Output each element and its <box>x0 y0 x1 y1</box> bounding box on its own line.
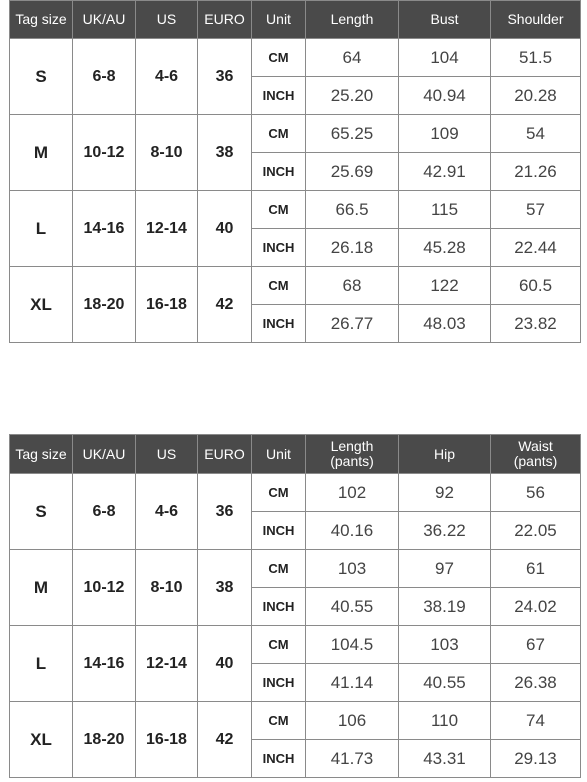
header-us: US <box>136 435 198 474</box>
waist-cell: 29.13 <box>491 740 581 778</box>
us-cell: 8-10 <box>136 550 198 626</box>
length-cell: 66.5 <box>306 191 399 229</box>
header-waist-sub: (pants) <box>513 453 558 469</box>
unit-cm-cell: CM <box>252 267 306 305</box>
us-cell: 4-6 <box>136 474 198 550</box>
table-row <box>10 267 581 305</box>
hip-cell: 92 <box>399 474 491 512</box>
tag-size-cell: XL <box>10 267 73 343</box>
table-row <box>10 191 581 229</box>
unit-inch-cell: INCH <box>252 588 306 626</box>
unit-cm-cell: CM <box>252 702 306 740</box>
tag-size-cell: M <box>10 550 73 626</box>
table-row <box>10 39 581 77</box>
waist-cell: 74 <box>491 702 581 740</box>
euro-cell: 36 <box>198 39 252 115</box>
length-cell: 26.77 <box>306 305 399 343</box>
length-cell: 68 <box>306 267 399 305</box>
shoulder-cell: 20.28 <box>491 77 581 115</box>
tag-size-cell: M <box>10 115 73 191</box>
tag-size-cell: S <box>10 39 73 115</box>
unit-inch-cell: INCH <box>252 229 306 267</box>
bust-cell: 45.28 <box>399 229 491 267</box>
us-cell: 16-18 <box>136 702 198 778</box>
hip-cell: 43.31 <box>399 740 491 778</box>
ukau-cell: 14-16 <box>73 191 136 267</box>
header-waist-pants <box>491 435 581 474</box>
unit-cm-cell: CM <box>252 115 306 153</box>
header-row <box>10 1 581 39</box>
tag-size-cell: L <box>10 191 73 267</box>
unit-inch-cell: INCH <box>252 77 306 115</box>
shoulder-cell: 23.82 <box>491 305 581 343</box>
tag-size-cell: S <box>10 474 73 550</box>
bust-cell: 104 <box>399 39 491 77</box>
size-chart-bottom <box>9 434 581 778</box>
header-shoulder: Shoulder <box>491 1 581 39</box>
unit-inch-cell: INCH <box>252 664 306 702</box>
header-euro: EURO <box>198 1 252 39</box>
bust-cell: 42.91 <box>399 153 491 191</box>
table-row <box>10 115 581 153</box>
header-tag-size: Tag size <box>10 1 73 39</box>
size-chart-top <box>9 0 581 343</box>
shoulder-cell: 57 <box>491 191 581 229</box>
euro-cell: 40 <box>198 191 252 267</box>
header-length-pants <box>306 435 399 474</box>
header-length-sub: (pants) <box>330 453 374 469</box>
unit-cm-cell: CM <box>252 626 306 664</box>
tag-size-cell: XL <box>10 702 73 778</box>
us-cell: 16-18 <box>136 267 198 343</box>
ukau-cell: 10-12 <box>73 550 136 626</box>
euro-cell: 40 <box>198 626 252 702</box>
waist-cell: 67 <box>491 626 581 664</box>
us-cell: 12-14 <box>136 626 198 702</box>
hip-cell: 110 <box>399 702 491 740</box>
unit-inch-cell: INCH <box>252 740 306 778</box>
waist-cell: 22.05 <box>491 512 581 550</box>
us-cell: 8-10 <box>136 115 198 191</box>
header-ukau: UK/AU <box>73 1 136 39</box>
length-cell: 25.69 <box>306 153 399 191</box>
unit-cm-cell: CM <box>252 39 306 77</box>
unit-cm-cell: CM <box>252 474 306 512</box>
header-waist-label: Waist <box>518 438 553 454</box>
hip-cell: 36.22 <box>399 512 491 550</box>
table-row <box>10 626 581 664</box>
us-cell: 4-6 <box>136 39 198 115</box>
waist-cell: 56 <box>491 474 581 512</box>
header-length-label: Length <box>330 438 374 454</box>
bust-cell: 48.03 <box>399 305 491 343</box>
unit-inch-cell: INCH <box>252 512 306 550</box>
header-length: Length <box>306 1 399 39</box>
unit-cm-cell: CM <box>252 191 306 229</box>
euro-cell: 38 <box>198 115 252 191</box>
ukau-cell: 14-16 <box>73 626 136 702</box>
length-cell: 40.55 <box>306 588 399 626</box>
unit-inch-cell: INCH <box>252 153 306 191</box>
header-hip: Hip <box>399 435 491 474</box>
length-cell: 26.18 <box>306 229 399 267</box>
length-cell: 106 <box>306 702 399 740</box>
bust-cell: 40.94 <box>399 77 491 115</box>
length-cell: 41.14 <box>306 664 399 702</box>
shoulder-cell: 21.26 <box>491 153 581 191</box>
bust-cell: 122 <box>399 267 491 305</box>
length-cell: 65.25 <box>306 115 399 153</box>
shoulder-cell: 51.5 <box>491 39 581 77</box>
header-bust: Bust <box>399 1 491 39</box>
euro-cell: 42 <box>198 702 252 778</box>
header-row <box>10 435 581 474</box>
header-us: US <box>136 1 198 39</box>
header-unit: Unit <box>252 435 306 474</box>
waist-cell: 61 <box>491 550 581 588</box>
euro-cell: 42 <box>198 267 252 343</box>
length-cell: 103 <box>306 550 399 588</box>
ukau-cell: 18-20 <box>73 267 136 343</box>
table-row <box>10 474 581 512</box>
header-tag-size: Tag size <box>10 435 73 474</box>
shoulder-cell: 22.44 <box>491 229 581 267</box>
length-cell: 64 <box>306 39 399 77</box>
hip-cell: 97 <box>399 550 491 588</box>
waist-cell: 26.38 <box>491 664 581 702</box>
shoulder-cell: 54 <box>491 115 581 153</box>
euro-cell: 36 <box>198 474 252 550</box>
header-euro: EURO <box>198 435 252 474</box>
length-cell: 41.73 <box>306 740 399 778</box>
header-unit: Unit <box>252 1 306 39</box>
length-cell: 25.20 <box>306 77 399 115</box>
ukau-cell: 10-12 <box>73 115 136 191</box>
unit-cm-cell: CM <box>252 550 306 588</box>
hip-cell: 103 <box>399 626 491 664</box>
table-row <box>10 550 581 588</box>
unit-inch-cell: INCH <box>252 305 306 343</box>
ukau-cell: 6-8 <box>73 474 136 550</box>
table-row <box>10 702 581 740</box>
ukau-cell: 6-8 <box>73 39 136 115</box>
header-ukau: UK/AU <box>73 435 136 474</box>
length-cell: 104.5 <box>306 626 399 664</box>
ukau-cell: 18-20 <box>73 702 136 778</box>
length-cell: 102 <box>306 474 399 512</box>
tag-size-cell: L <box>10 626 73 702</box>
length-cell: 40.16 <box>306 512 399 550</box>
hip-cell: 40.55 <box>399 664 491 702</box>
us-cell: 12-14 <box>136 191 198 267</box>
bust-cell: 115 <box>399 191 491 229</box>
bust-cell: 109 <box>399 115 491 153</box>
shoulder-cell: 60.5 <box>491 267 581 305</box>
euro-cell: 38 <box>198 550 252 626</box>
waist-cell: 24.02 <box>491 588 581 626</box>
hip-cell: 38.19 <box>399 588 491 626</box>
